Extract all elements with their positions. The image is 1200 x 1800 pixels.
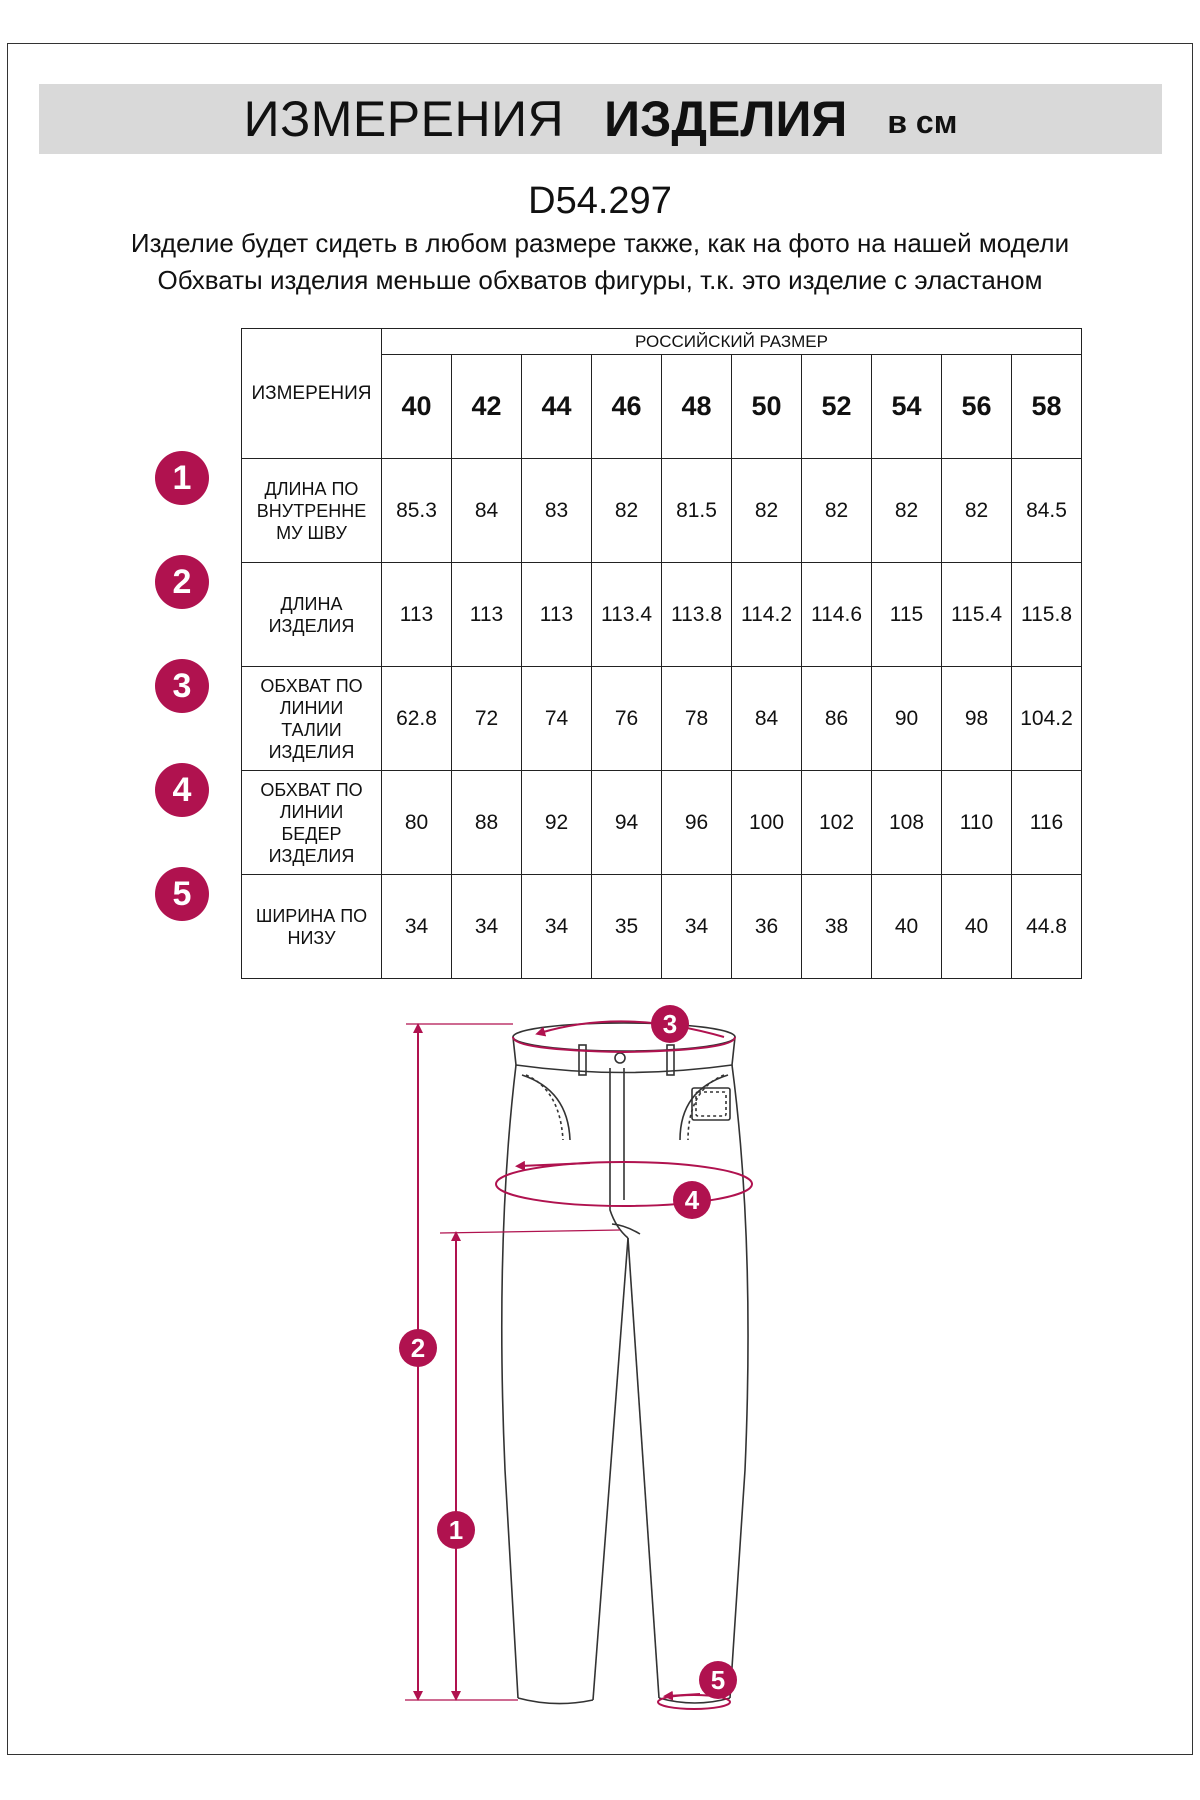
size-header-42: 42: [452, 355, 522, 459]
table-cell: 82: [802, 459, 872, 563]
table-cell: 82: [732, 459, 802, 563]
table-cell: 80: [382, 771, 452, 875]
table-cell: 81.5: [662, 459, 732, 563]
table-cell: 115: [872, 563, 942, 667]
table-cell: 34: [522, 875, 592, 979]
table-cell: 84.5: [1012, 459, 1082, 563]
size-header-46: 46: [592, 355, 662, 459]
title-bar: [39, 84, 1162, 154]
row-number-badge-1: 1: [155, 451, 209, 505]
table-cell: 115.4: [942, 563, 1012, 667]
table-cell: 76: [592, 667, 662, 771]
table-row: [242, 771, 1082, 875]
row-label: ШИРИНА ПО НИЗУ: [242, 875, 382, 979]
table-cell: 100: [732, 771, 802, 875]
table-cell: 34: [382, 875, 452, 979]
size-header-50: 50: [732, 355, 802, 459]
row-label: ОБХВАТ ПО ЛИНИИ ТАЛИИ ИЗДЕЛИЯ: [242, 667, 382, 771]
title-unit: в см: [887, 103, 958, 140]
table-cell: 98: [942, 667, 1012, 771]
diagram-marker-label-1: 1: [448, 1515, 464, 1545]
diagram-marker-label-4: 4: [684, 1185, 700, 1215]
table-cell: 84: [452, 459, 522, 563]
table-row: [242, 667, 1082, 771]
diagram-marker-label-5: 5: [710, 1665, 726, 1695]
table-cell: 34: [662, 875, 732, 979]
size-header-40: 40: [382, 355, 452, 459]
table-cell: 72: [452, 667, 522, 771]
table-cell: 113.4: [592, 563, 662, 667]
size-header-54: 54: [872, 355, 942, 459]
size-header-56: 56: [942, 355, 1012, 459]
table-cell: 114.6: [802, 563, 872, 667]
title-regular: ИЗМЕРЕНИЯ: [243, 91, 565, 147]
table-cell: 40: [872, 875, 942, 979]
table-cell: 40: [942, 875, 1012, 979]
table-cell: 113.8: [662, 563, 732, 667]
title-bold: ИЗДЕЛИЯ: [604, 91, 848, 147]
table-cell: 34: [452, 875, 522, 979]
table-cell: 113: [382, 563, 452, 667]
table-cell: 116: [1012, 771, 1082, 875]
size-header-52: 52: [802, 355, 872, 459]
row-number-badge-3: 3: [155, 659, 209, 713]
row-label: ОБХВАТ ПО ЛИНИИ БЕДЕР ИЗДЕЛИЯ: [242, 771, 382, 875]
table-cell: 113: [452, 563, 522, 667]
table-cell: 82: [942, 459, 1012, 563]
row-number-badge-4: 4: [155, 763, 209, 817]
group-header: РОССИЙСКИЙ РАЗМЕР: [382, 329, 1082, 355]
table-cell: 78: [662, 667, 732, 771]
note-line-1: Изделие будет сидеть в любом размере также, как на фото на нашей модели: [130, 228, 1070, 258]
row-number-badge-2: 2: [155, 555, 209, 609]
table-cell: 114.2: [732, 563, 802, 667]
size-header-48: 48: [662, 355, 732, 459]
table-cell: 83: [522, 459, 592, 563]
table-cell: 90: [872, 667, 942, 771]
table-cell: 88: [452, 771, 522, 875]
table-cell: 38: [802, 875, 872, 979]
row-number-badge-5: 5: [155, 867, 209, 921]
table-cell: 36: [732, 875, 802, 979]
table-cell: 86: [802, 667, 872, 771]
table-cell: 74: [522, 667, 592, 771]
table-cell: 108: [872, 771, 942, 875]
table-cell: 110: [942, 771, 1012, 875]
corner-label: ИЗМЕРЕНИЯ: [242, 329, 382, 459]
size-header-58: 58: [1012, 355, 1082, 459]
table-cell: 96: [662, 771, 732, 875]
row-label: ДЛИНА ИЗДЕЛИЯ: [242, 563, 382, 667]
diagram-marker-label-3: 3: [662, 1009, 678, 1039]
diagram-marker-label-2: 2: [410, 1333, 426, 1363]
product-code: D54.297: [528, 180, 672, 222]
table-cell: 94: [592, 771, 662, 875]
table-cell: 62.8: [382, 667, 452, 771]
table-cell: 44.8: [1012, 875, 1082, 979]
table-cell: 82: [592, 459, 662, 563]
table-cell: 92: [522, 771, 592, 875]
row-label: ДЛИНА ПО ВНУТРЕННЕ МУ ШВУ: [242, 459, 382, 563]
table-cell: 85.3: [382, 459, 452, 563]
table-cell: 35: [592, 875, 662, 979]
table-cell: 84: [732, 667, 802, 771]
table-row: [242, 875, 1082, 979]
table-cell: 82: [872, 459, 942, 563]
table-cell: 102: [802, 771, 872, 875]
table-cell: 113: [522, 563, 592, 667]
size-header-44: 44: [522, 355, 592, 459]
table-row: [242, 563, 1082, 667]
size-table: [241, 328, 1082, 979]
pants-outline: [502, 1023, 748, 1704]
table-cell: 115.8: [1012, 563, 1082, 667]
table-row: [242, 459, 1082, 563]
note-line-2: Обхваты изделия меньше обхватов фигуры, т.к. это изделие с эластаном: [157, 265, 1043, 295]
pants-diagram: [0, 1000, 1200, 1760]
table-cell: 104.2: [1012, 667, 1082, 771]
